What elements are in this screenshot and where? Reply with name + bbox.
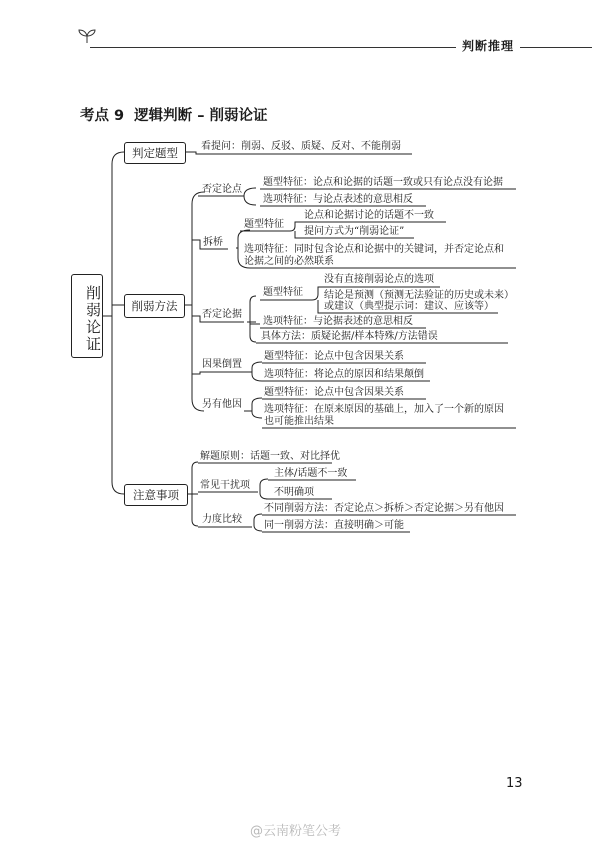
label-deny-argument: 否定论据 [202, 309, 242, 320]
other-option-line2: 也可能推出结果 [264, 416, 334, 427]
bridge-option-line2: 论据之间的必然联系 [244, 256, 334, 267]
label-bridge: 拆桥 [203, 237, 223, 248]
strength-b: 同一削弱方法：直接明确＞可能 [264, 520, 404, 531]
label-reverse-cause: 因果倒置 [202, 359, 242, 370]
node-judge-type: 判定题型 [124, 142, 186, 164]
deny-point-option: 选项特征：与论点表述的意思相反 [263, 194, 413, 205]
deny-arg-feature-a: 没有直接削弱论点的选项 [324, 274, 434, 285]
root-node: 削弱论证 [71, 274, 103, 358]
notes-principle: 解题原则：话题一致、对比择优 [200, 451, 340, 462]
node-weaken-methods: 削弱方法 [124, 294, 185, 318]
deny-point-feature: 题型特征：论点和论据的话题一致或只有论点没有论据 [263, 177, 503, 188]
bridge-option-line1: 选项特征：同时包含论点和论据中的关键词，并否定论点和 [244, 244, 504, 255]
bridge-feature-a: 论点和论据讨论的话题不一致 [304, 210, 434, 221]
judge-question: 看提问：削弱、反驳、质疑、反对、不能削弱 [201, 141, 401, 152]
other-feature: 题型特征：论点中包含因果关系 [264, 387, 404, 398]
node-notes: 注意事项 [124, 484, 188, 506]
section-number: 考点 9 [80, 108, 125, 124]
section-heading: 逻辑判断 – 削弱论证 [134, 108, 268, 124]
reverse-feature: 题型特征：论点中包含因果关系 [264, 351, 404, 362]
label-interference: 常见干扰项 [200, 480, 250, 491]
strength-a: 不同削弱方法：否定论点＞拆桥＞否定论据＞另有他因 [264, 503, 504, 514]
header-section: 判断推理 [456, 37, 520, 54]
bridge-feature-b: 提问方式为“削弱论证” [304, 226, 405, 237]
label-deny-point: 否定论点 [202, 184, 242, 195]
interference-a: 主体/话题不一致 [274, 468, 348, 479]
watermark: @云南粉笔公考 [250, 824, 342, 839]
interference-b: 不明确项 [274, 487, 314, 498]
deny-arg-feature-label: 题型特征 [263, 287, 303, 298]
page-number: 13 [506, 776, 523, 791]
label-other-cause: 另有他因 [202, 399, 242, 410]
bridge-feature-label: 题型特征 [244, 219, 284, 230]
deny-arg-feature-b2: 或建议（典型提示词：建议、应该等） [324, 301, 494, 312]
deny-arg-feature-b1: 结论是预测（预测无法验证的历史或未来） [324, 290, 514, 301]
reverse-option: 选项特征：将论点的原因和结果颠倒 [264, 369, 424, 380]
deny-arg-option: 选项特征：与论据表述的意思相反 [263, 316, 413, 327]
other-option-line1: 选项特征：在原来原因的基础上，加入了一个新的原因 [264, 404, 504, 415]
deny-arg-method: 具体方法：质疑论据/样本特殊/方法错误 [261, 331, 438, 342]
label-strength: 力度比较 [202, 514, 242, 525]
